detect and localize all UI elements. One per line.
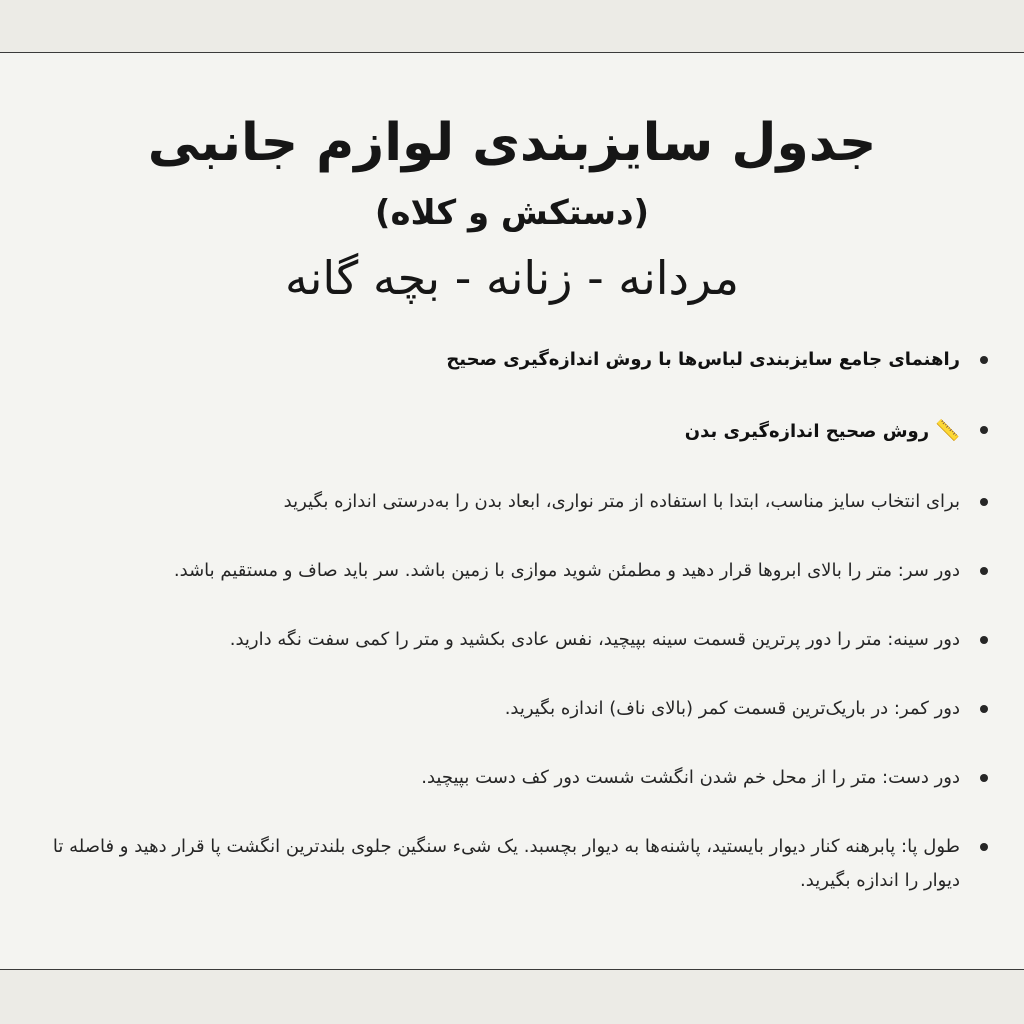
page-title: جدول سایزبندی لوازم جانبی	[147, 113, 877, 173]
list-item	[20, 554, 988, 588]
list-item	[20, 623, 988, 657]
list-item-text: دور دست: متر را از محل خم شدن انگشت شست دور کف دست بپیچید.	[421, 767, 960, 788]
bullet-icon	[980, 426, 988, 434]
ruler-icon: 📏	[935, 418, 960, 442]
bullet-icon	[980, 636, 988, 644]
list-item-text: برای انتخاب سایز مناسب، ابتدا با استفاده از متر نواری، ابعاد بدن را به‌درستی اندازه بگیرید	[283, 491, 960, 512]
bullet-icon	[980, 356, 988, 364]
list-item-text: دور سر: متر را بالای ابروها قرار دهید و مطمئن شوید موازی با زمین باشد. سر باید صاف و مستقیم باشد.	[173, 560, 960, 581]
list-item-text: روش صحیح اندازه‌گیری بدن	[684, 421, 930, 442]
page-tagline: مردانه - زنانه - بچه گانه	[284, 251, 740, 305]
document-page	[0, 52, 1024, 970]
bullet-icon	[980, 774, 988, 782]
list-item-text: طول پا: پابرهنه کنار دیوار بایستید، پاشنه‌ها به دیوار بچسبد. یک شیء سنگین جلوی بلندترین انگشت پا قرار دهید و فاصله تا دیوار را اندازه بگیرید.	[52, 836, 960, 891]
list-item	[20, 413, 988, 449]
guide-list	[20, 343, 988, 933]
list-item	[20, 830, 988, 898]
bullet-icon	[980, 567, 988, 575]
list-item	[20, 343, 988, 377]
list-item	[20, 485, 988, 519]
list-item-text: راهنمای جامع سایزبندی لباس‌ها با روش اندازه‌گیری صحیح	[446, 349, 960, 370]
page-subtitle: (دستکش و کلاه)	[374, 193, 650, 233]
list-item	[20, 692, 988, 726]
list-item-text: دور سینه: متر را دور پرترین قسمت سینه بپیچید، نفس عادی بکشید و متر را کمی سفت نگه دارید.	[229, 629, 960, 650]
bullet-icon	[980, 498, 988, 506]
bullet-icon	[980, 705, 988, 713]
list-item-text: دور کمر: در باریک‌ترین قسمت کمر (بالای ناف) اندازه بگیرید.	[504, 698, 960, 719]
bullet-icon	[980, 843, 988, 851]
list-item	[20, 761, 988, 795]
